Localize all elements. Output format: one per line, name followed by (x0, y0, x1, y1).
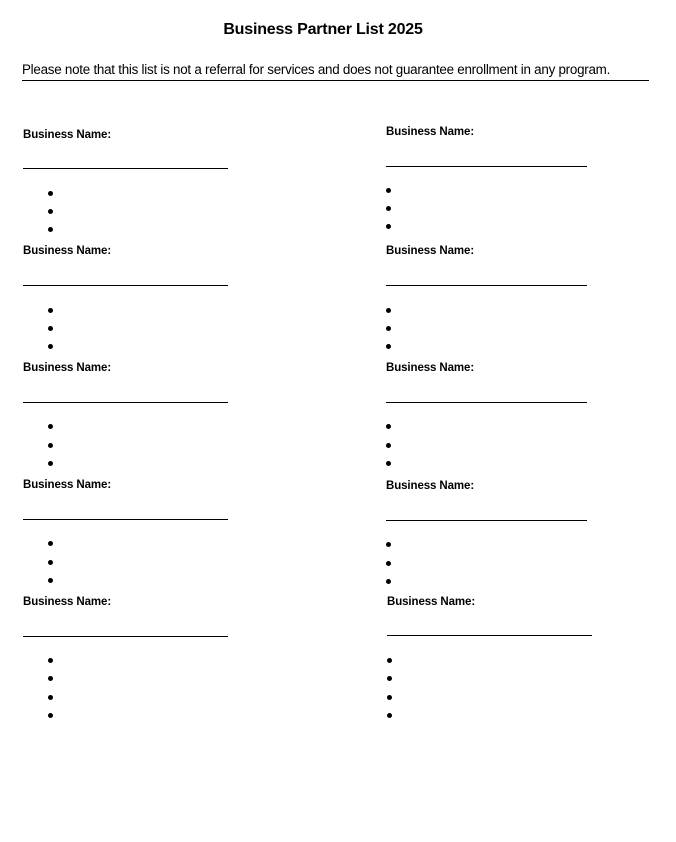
bullet-icon (386, 188, 391, 193)
bullet-icon (48, 658, 53, 663)
business-name-blank-line (23, 285, 228, 286)
business-name-blank-line (23, 402, 228, 403)
business-name-label: Business Name: (23, 362, 112, 374)
bullet-icon (386, 424, 391, 429)
bullet-icon (386, 579, 391, 584)
bullet-icon (387, 695, 392, 700)
business-name-blank-line (387, 635, 592, 636)
bullet-icon (48, 541, 53, 546)
business-name-label: Business Name: (23, 129, 112, 141)
business-name-blank-line (386, 402, 587, 403)
bullet-icon (387, 658, 392, 663)
bullet-icon (387, 676, 392, 681)
bullet-icon (48, 424, 53, 429)
business-name-blank-line (23, 168, 228, 169)
document-title-text: Business Partner List 2025 (223, 21, 423, 38)
business-name-label: Business Name: (386, 480, 475, 492)
bullet-icon (48, 578, 53, 583)
business-name-label: Business Name: (386, 362, 475, 374)
bullet-icon (48, 443, 53, 448)
bullet-icon (386, 206, 391, 211)
bullet-icon (48, 676, 53, 681)
business-name-blank-line (386, 520, 587, 521)
business-name-blank-line (386, 166, 587, 167)
document-title (0, 21, 676, 39)
bullet-icon (48, 713, 53, 718)
bullet-icon (386, 542, 391, 547)
bullet-icon (48, 461, 53, 466)
bullet-icon (386, 561, 391, 566)
business-name-label: Business Name: (23, 596, 112, 608)
disclaimer-note: Please note that this list is not a referral for services and does not guarantee enrollment in any program. (22, 62, 649, 81)
bullet-icon (386, 443, 391, 448)
business-name-label: Business Name: (386, 245, 475, 257)
bullet-icon (48, 209, 53, 214)
bullet-icon (386, 461, 391, 466)
bullet-icon (48, 695, 53, 700)
bullet-icon (48, 191, 53, 196)
business-name-blank-line (23, 636, 228, 637)
business-name-label: Business Name: (23, 479, 112, 491)
bullet-icon (48, 560, 53, 565)
bullet-icon (387, 713, 392, 718)
bullet-icon (48, 227, 53, 232)
business-name-label: Business Name: (23, 245, 112, 257)
bullet-icon (48, 326, 53, 331)
bullet-icon (48, 308, 53, 313)
business-name-label: Business Name: (387, 596, 476, 608)
bullet-icon (386, 344, 391, 349)
business-name-blank-line (386, 285, 587, 286)
business-name-blank-line (23, 519, 228, 520)
bullet-icon (386, 308, 391, 313)
bullet-icon (386, 224, 391, 229)
bullet-icon (48, 344, 53, 349)
business-name-label: Business Name: (386, 126, 475, 138)
bullet-icon (386, 326, 391, 331)
